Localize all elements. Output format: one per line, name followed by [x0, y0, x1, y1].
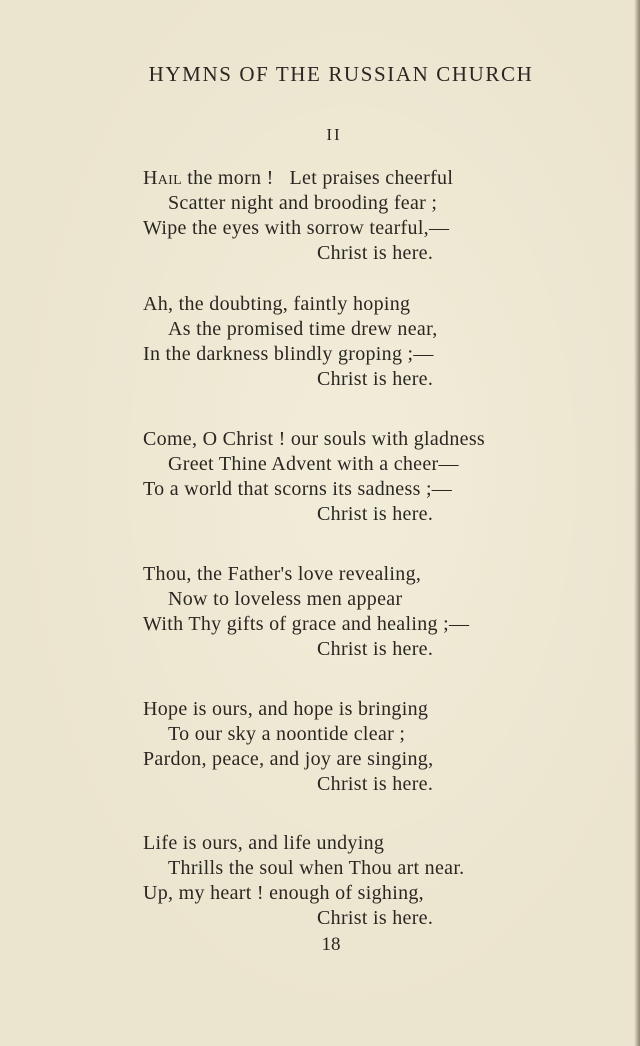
- stanza-line: As the promised time drew near,: [168, 318, 438, 340]
- refrain-line: Christ is here.: [317, 773, 434, 795]
- stanza-line: Thou, the Father's love revealing,: [143, 563, 422, 585]
- stanza-line: Up, my heart ! enough of sighing,: [143, 882, 424, 904]
- refrain-line: Christ is here.: [317, 242, 434, 264]
- dropcap-continuation: ail: [157, 167, 182, 189]
- stanza-line: Life is ours, and life undying: [143, 832, 385, 854]
- running-head: HYMNS OF THE RUSSIAN CHURCH: [148, 62, 534, 86]
- stanza-line: Now to loveless men appear: [168, 588, 403, 610]
- refrain-line: Christ is here.: [317, 503, 434, 525]
- stanza-line: To our sky a noontide clear ;: [168, 723, 406, 745]
- page-number: 18: [321, 934, 341, 955]
- stanza-line: [143, 166, 453, 191]
- stanza-line: With Thy gifts of grace and healing ;—: [143, 613, 470, 635]
- refrain-line: Christ is here.: [317, 368, 434, 390]
- stanza-line: In the darkness blindly groping ;—: [143, 343, 434, 365]
- stanza-line: Come, O Christ ! our souls with gladness: [143, 428, 485, 450]
- refrain-line: Christ is here.: [317, 638, 434, 660]
- stanza-line: Scatter night and brooding fear ;: [168, 192, 438, 214]
- stanza-line-rest: the morn ! Let praises cheerful: [181, 167, 454, 189]
- stanza-line: To a world that scorns its sadness ;—: [143, 478, 453, 500]
- stanza-line: Wipe the eyes with sorrow tearful,—: [143, 217, 450, 239]
- dropcap: H: [143, 167, 158, 189]
- stanza-line: Pardon, peace, and joy are singing,: [143, 748, 434, 770]
- stanza-line: Thrills the soul when Thou art near.: [168, 857, 465, 879]
- stanza-line: Ah, the doubting, faintly hoping: [143, 293, 411, 315]
- section-number: II: [326, 125, 342, 144]
- refrain-line: Christ is here.: [317, 907, 434, 929]
- page-edge-shadow: [634, 0, 640, 1046]
- stanza-line: Greet Thine Advent with a cheer—: [168, 453, 459, 475]
- stanza-line: Hope is ours, and hope is bringing: [143, 698, 429, 720]
